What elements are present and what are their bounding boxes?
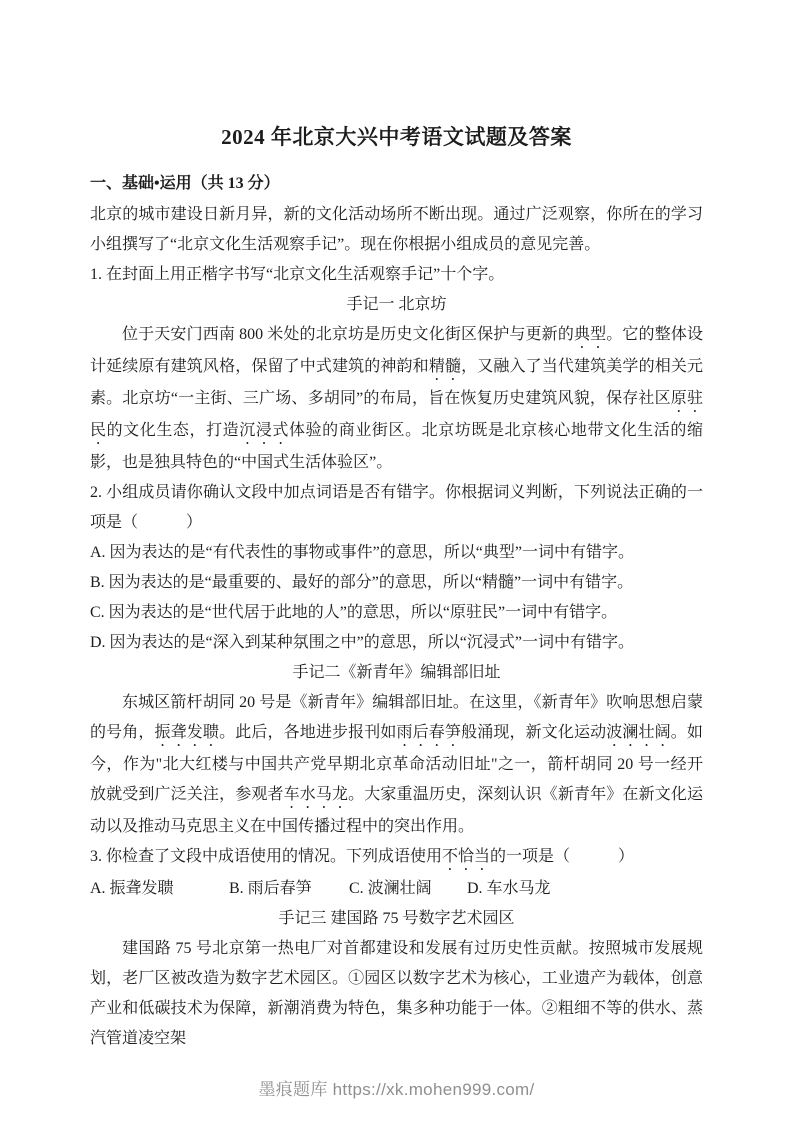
emphasized-word: 车水马龙 [283, 786, 349, 803]
text-segment: 的文化生态，打造 [106, 422, 240, 439]
text-segment: 。它的整体设计延续原有建筑风格，保留了中式建筑的神韵和 [90, 326, 703, 375]
page-title: 2024 年北京大兴中考语文试题及答案 [221, 125, 572, 149]
text-segment: 位于天安门西南 800 米处的北京坊是历史文化街区保护与更新的 [122, 326, 574, 343]
emphasized-word: 振聋发聩 [154, 724, 220, 741]
page-content [90, 122, 703, 1054]
question-2-option-d: D. 因为表达的是“深入到某种氛围之中”的意思，所以“沉浸式”一词中有错字。 [90, 634, 634, 651]
text-segment: ，又融入了当代建筑美学的相关元素。北京坊“一主街、三广场、多胡同”的布局，旨在恢复历史建筑风貌，保存社区 [90, 358, 703, 407]
note2-paragraph [90, 688, 703, 842]
question-3-options [90, 874, 703, 904]
question-2-option-a: A. 因为表达的是“有代表性的事物或事件”的意思，所以“典型”一词中有错字。 [90, 544, 634, 561]
text-segment: 。如今，作为"北大红楼与中国共产党早期北京革命活动旧址"之一，箭杆胡同 20 号一经开放就受到广泛关注，参观者 [90, 724, 703, 803]
page-footer: 墨痕题库 https://xk.mohen999.com/ [258, 1080, 535, 1099]
emphasized-word: 不恰当 [442, 848, 491, 865]
emphasized-word: 原驻民 [90, 390, 703, 439]
text-segment: 。大家重温历史，深刻认识《新青年》在新文化运动以及推动马克思主义在中国传播过程中的突出作用。 [90, 786, 703, 835]
section-intro: 北京的城市建设日新月异，新的文化活动场所不断出现。通过广泛观察，你所在的学习小组撰写了“北京文化生活观察手记”。现在你根据小组成员的意见完善。 [90, 206, 703, 253]
emphasized-word: 雨后春笋 [396, 724, 462, 741]
note1-heading: 手记一 北京坊 [346, 296, 447, 313]
emphasized-word: 沉浸式 [239, 422, 289, 439]
section-heading: 一、基础•运用（共 13 分） [90, 175, 280, 192]
note1-paragraph [90, 320, 703, 478]
question-3-stem [90, 842, 703, 874]
note3-paragraph: 建国路 75 号北京第一热电厂对首都建设和发展有过历史性贡献。按照城市发展规划，老厂区被改造为数字艺术园区。①园区以数字艺术为核心，工业遗产为载体，创意产业和低碳技术为保障，新潮消费为特色，集多种功能于一体。②粗细不等的供水、蒸汽管道凌空架 [90, 940, 703, 1047]
text-segment: 。此后，各地进步报刊如 [219, 724, 397, 741]
emphasized-word: 精髓 [428, 358, 462, 375]
text-segment: 东城区箭杆胡同 20 号是《新青年》编辑部旧址。在这里，《新青年》吹响思想启蒙的号角， [90, 694, 703, 741]
note3-heading: 手记三 建国路 75 号数字艺术园区 [278, 910, 515, 927]
question-3-option-a: A. 振聋发聩 [90, 880, 174, 897]
question-2-stem: 2. 小组成员请你确认文段中加点词语是否有错字。你根据词义判断，下列说法正确的一项是（ ） [90, 484, 703, 531]
text-segment: 3. 你检查了文段中成语使用的情况。下列成语使用 [90, 848, 443, 865]
question-3-option-c: C. 波澜壮阔 [349, 880, 432, 897]
emphasized-word: 波澜壮阔 [606, 724, 671, 741]
question-2-option-b: B. 因为表达的是“最重要的、最好的部分”的意思，所以“精髓”一词中有错字。 [90, 574, 634, 591]
text-segment: 体验的商业街区。北京坊既是北京核心地带文化生活的缩影，也是独具特色的“中国式生活体验区”。 [90, 422, 703, 471]
question-2-option-c: C. 因为表达的是“世代居于此地的人”的意思，所以“原驻民”一词中有错字。 [90, 604, 618, 621]
text-segment: 般涌现，新文化运动 [461, 724, 607, 741]
emphasized-word: 典型 [573, 326, 607, 343]
note2-heading: 手记二《新青年》编辑部旧址 [292, 664, 501, 681]
question-3-option-b: B. 雨后春笋 [229, 880, 312, 897]
text-segment: 的一项是（ ） [490, 848, 635, 865]
question-3-option-d: D. 车水马龙 [467, 880, 551, 897]
question-1: 1. 在封面上用正楷字书写“北京文化生活观察手记”十个字。 [90, 266, 505, 283]
